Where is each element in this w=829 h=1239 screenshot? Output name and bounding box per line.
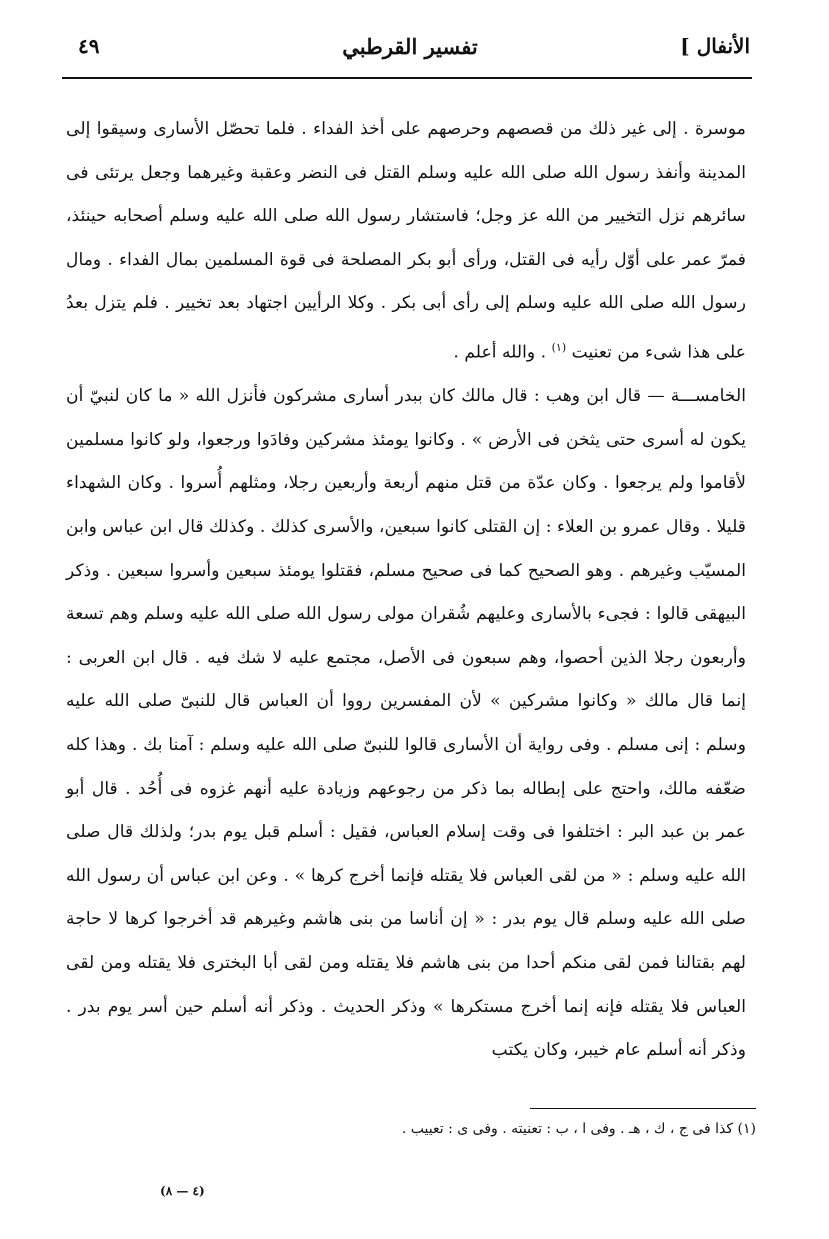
paragraph-text-end: . والله أعلم .	[453, 342, 552, 363]
page-header	[70, 30, 750, 74]
signature-mark: (٤ — ٨)	[160, 1184, 205, 1198]
paragraph	[66, 108, 746, 375]
header-surah-name: الأنفال ]	[680, 34, 750, 58]
header-book-title: تفسير القرطبي	[342, 34, 478, 59]
footnote-reference: (١)	[551, 340, 567, 354]
footnote-divider	[530, 1108, 756, 1109]
paragraph: الخامســـة — قال ابن وهب : قال مالك كان ببدر أسارى مشركون فأنزل الله « ما كان لنبيّ أن يكون له أسرى حتى يثخن فى الأرض » . وكانوا يومئذ مشركين وفادَوا ورجعوا، ولو كانوا مسلمين لأقاموا ولم يرجعوا . وكان عدّة من قتل منهم أربعة وأربعين رجلا، ومثلهم أُسروا . وكان الشهداء قليلا . وقال عمرو بن العلاء : إن القتلى كانوا سبعين، والأسرى كذلك . وكذلك قال ابن عباس وابن المسيّب وغيرهم . وهو الصحيح كما فى صحيح مسلم، فقتلوا يومئذ سبعين وأسروا سبعين . وذكر البيهقى قالوا : فجىء بالأسارى وعليهم شُقران مولى رسول الله صلى الله عليه وسلم وهم تسعة وأربعون رجلا الذين أحصوا، وهم سبعون فى الأصل، مجتمع عليه لا شك فيه . قال ابن العربى : إنما قال مالك « وكانوا مشركين » لأن المفسرين رووا أن العباس قال للنبىّ صلى الله عليه وسلم : إنى مسلم . وفى رواية أن الأسارى قالوا للنبىّ صلى الله عليه وسلم : آمنا بك . وهذا كله ضعّفه مالك، واحتج على إبطاله بما ذكر من رجوعهم وزيادة عليه أنهم غزوه فى أُحُد . قال أبو عمر بن عبد البر : اختلفوا فى وقت إسلام العباس، فقيل : أسلم قبل يوم بدر؛ ولذلك قال صلى الله عليه وسلم : « من لقى العباس فلا يقتله فإنما أخرج كرها » . وعن ابن عباس أن رسول الله صلى الله عليه وسلم قال يوم بدر : « إن أناسا من بنى هاشم وغيرهم قد أخرجوا كرها لا حاجة لهم بقتالنا فمن لقى منكم أحدا من بنى هاشم فلا يقتله ومن لقى أبا البخترى فلا يقتله ومن لقى العباس فلا يقتله فإنه إنما أخرج مستكرها » وذكر الحديث . وذكر أنه أسلم حين أسر يوم بدر . وذكر أنه أسلم عام خيبر، وكان يكتب	[66, 386, 746, 1061]
header-page-number: ٤٩	[78, 34, 100, 58]
footnote: (١) كذا فى ج ، ك ، هـ . وفى ا ، ب : تعنيته . وفى ى : تعييب .	[401, 1121, 756, 1137]
main-text	[66, 108, 746, 1073]
paragraph-text: موسرة . إلى غير ذلك من قصصهم وحرصهم على أخذ الفداء . فلما تحصّل الأسارى وسيقوا إلى المدينة وأنفذ رسول الله صلى الله عليه وسلم القتل فى النضر وعقبة وغيرهما وجعل يرتئى فى سائرهم نزل التخيير من الله عز وجل؛ فاستشار رسول الله صلى الله عليه وسلم أصحابه حينئذ، فمرّ عمر على أوّل رأيه فى القتل، ورأى أبو بكر المصلحة فى قوة المسلمين بمال الفداء . ومال رسول الله صلى الله عليه وسلم إلى رأى أبى بكر . وكلا الرأيين اجتهاد بعد تخيير . فلم يتزل بعدُ على هذا شىء من تعنيت	[66, 119, 746, 363]
header-divider	[62, 77, 752, 79]
